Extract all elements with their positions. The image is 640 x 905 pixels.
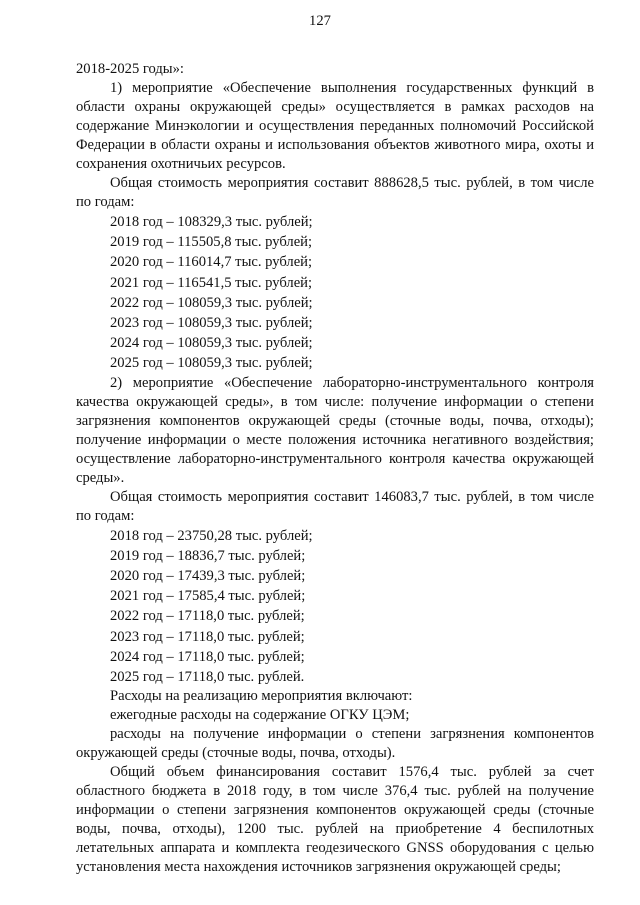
year-line: 2022 год – 108059,3 тыс. рублей; — [110, 294, 313, 311]
year-line: 2023 год – 108059,3 тыс. рублей; — [110, 315, 313, 332]
year-line: 2021 год – 116541,5 тыс. рублей; — [110, 274, 313, 291]
item1-total: Общая стоимость мероприятия составит 888628,5 тыс. рублей, в том числе по годам: — [76, 175, 594, 210]
item2-paragraph: 2) мероприятие «Обеспечение лабораторно-инструментального контроля качества окружающей среды», в том числе: получение информации о степени загрязнения компонентов окружающей среды (сточные воды, почва, отходы); получение информации о месте положения источника негативного воздействия; осуществление лабораторно-инструментального контроля качества окружающей среды». — [76, 374, 594, 486]
year-line: 2018 год – 108329,3 тыс. рублей; — [110, 214, 313, 230]
year-line: 2023 год – 17118,0 тыс. рублей; — [110, 628, 305, 645]
year-line: 2025 год – 108059,3 тыс. рублей; — [110, 355, 313, 372]
document-body — [76, 60, 594, 877]
item2-years-list — [76, 526, 594, 688]
item2-total: Общая стоимость мероприятия составит 146083,7 тыс. рублей, в том числе по годам: — [76, 488, 594, 524]
year-line: 2024 год – 17118,0 тыс. рублей; — [110, 648, 305, 665]
item1-paragraph: 1) мероприятие «Обеспечение выполнения государственных функций в области охраны окружающей среды» осуществляется в рамках расходов на содержание Минэкологии и осуществления переданных полномочий Российской Федерации в области охраны и использования объектов животного мира, охоты и сохранения охотничьих ресурсов. — [76, 80, 594, 172]
year-line: 2021 год – 17585,4 тыс. рублей; — [110, 588, 306, 605]
year-line: 2024 год – 108059,3 тыс. рублей; — [110, 335, 313, 352]
year-line: 2025 год – 17118,0 тыс. рублей. — [110, 669, 305, 686]
expenses-line-1: ежегодные расходы на содержание ОГКУ ЦЭМ; — [110, 707, 410, 724]
year-line: 2020 год – 17439,3 тыс. рублей; — [110, 568, 306, 585]
expenses-heading: Расходы на реализацию мероприятия включают: — [110, 688, 413, 705]
year-line: 2018 год – 23750,28 тыс. рублей; — [110, 527, 313, 544]
year-line: 2020 год – 116014,7 тыс. рублей; — [110, 254, 313, 271]
expenses-line-2: расходы на получение информации о степени загрязнения компонентов окружающей среды (сточные воды, почва, отходы). — [76, 726, 594, 762]
year-line: 2019 год – 115505,8 тыс. рублей; — [110, 234, 313, 251]
year-line: 2022 год – 17118,0 тыс. рублей; — [110, 608, 305, 625]
item1-years-list — [76, 212, 594, 374]
financing-paragraph: Общий объем финансирования составит 1576,4 тыс. рублей за счет областного бюджета в 2018 году, в том числе 376,4 тыс. рублей на получение информации о степени загрязнения компонентов окружающей среды (сточные воды, почва, отходы), 1200 тыс. рублей на приобретение 4 беспилотных летательных аппарата и комплекта геодезического GNSS оборудования с целью установления места нахождения источников загрязнения окружающей среды; — [76, 764, 594, 876]
page-number: 127 — [309, 13, 331, 29]
intro-line: 2018-2025 годы»: — [76, 61, 184, 77]
year-line: 2019 год – 18836,7 тыс. рублей; — [110, 547, 306, 564]
